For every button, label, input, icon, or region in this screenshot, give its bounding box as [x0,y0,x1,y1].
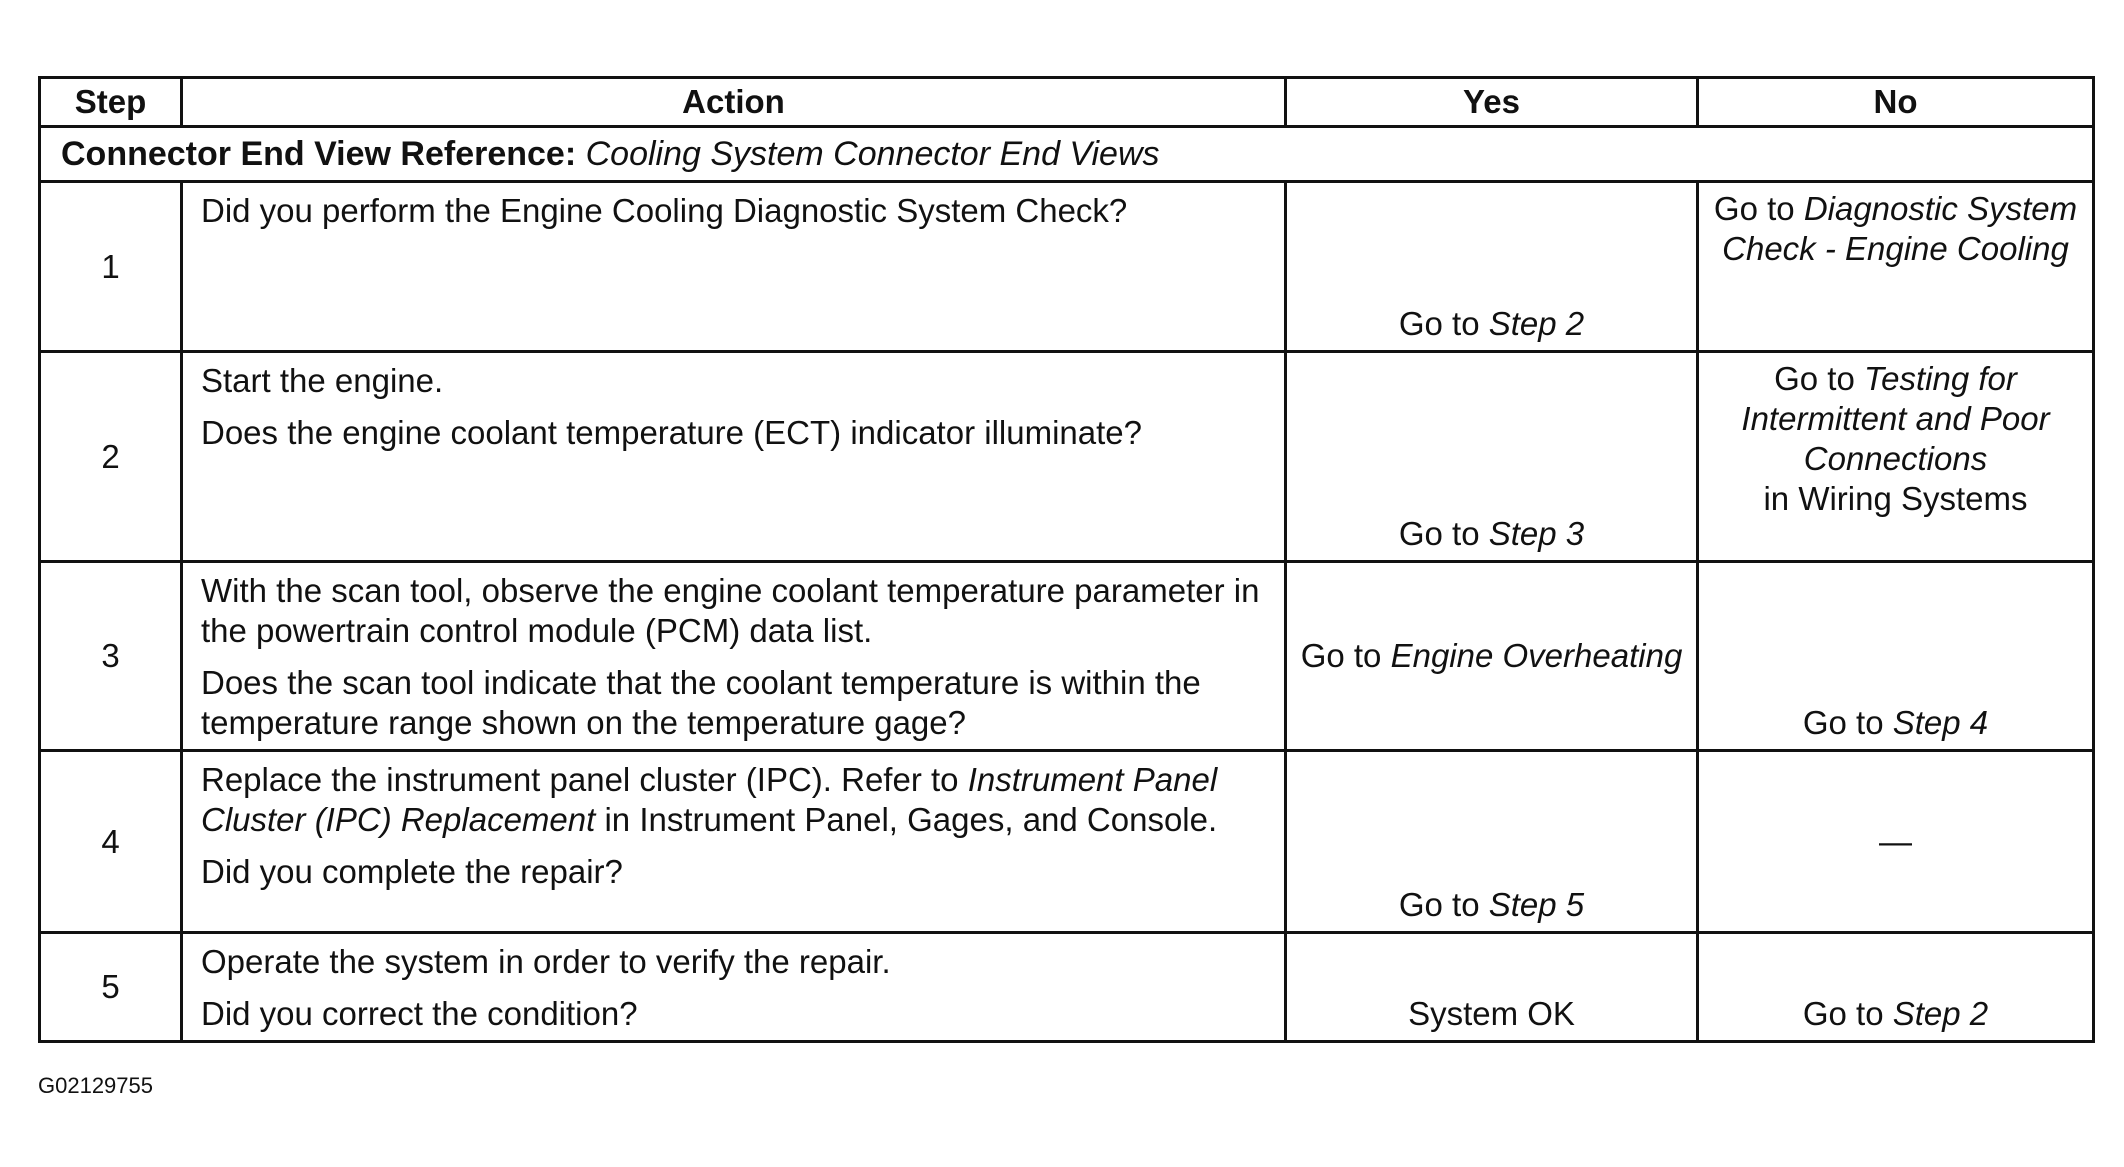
connector-reference [40,127,2094,182]
table-row [40,751,2094,933]
yes-prefix: Go to [1398,515,1480,552]
figure-id: G02129755 [38,1073,153,1098]
no-link[interactable]: Step 4 [1892,704,1989,741]
action-link[interactable]: Instrument Panel Cluster (IPC) Replacement [201,761,1218,838]
action-text: Start the engine. [201,362,444,399]
action-question: Does the scan tool indicate that the coolant temperature is within the temperature range shown on the temperature gage? [201,664,1201,741]
table-row [40,562,2094,751]
yes-prefix: Go to [1398,305,1480,342]
action-question: Did you complete the repair? [201,853,623,890]
step-number: 1 [40,182,182,352]
yes-cell [1286,562,1698,751]
no-prefix: Go to [1802,995,1884,1032]
no-prefix: Go to [1802,704,1884,741]
yes-prefix: Go to [1300,637,1382,674]
no-link[interactable]: Testing for Intermittent and Poor Connections [1741,360,2050,477]
table-row [40,933,2094,1042]
action-cell [182,182,1286,352]
action-prefix: Replace the instrument panel cluster (IPC). Refer to [201,761,959,798]
reference-row [40,127,2094,182]
reference-label: Connector End View Reference: [61,135,577,173]
yes-link[interactable]: Step 3 [1488,515,1585,552]
no-cell [1698,933,2094,1042]
reference-link[interactable]: Cooling System Connector End Views [585,135,1160,173]
header-step: Step [40,78,182,127]
action-text: Operate the system in order to verify the repair. [201,943,891,980]
yes-text: System OK [1408,995,1575,1032]
no-cell [1698,562,2094,751]
no-link[interactable]: Diagnostic System Check - Engine Cooling [1722,190,2078,267]
table-header-row [40,78,2094,127]
step-number: 2 [40,352,182,562]
step-number: 3 [40,562,182,751]
yes-link[interactable]: Step 2 [1488,305,1585,342]
header-yes: Yes [1286,78,1698,127]
no-cell [1698,352,2094,562]
no-cell [1698,182,2094,352]
action-cell [182,933,1286,1042]
no-suffix: in Wiring Systems [1763,480,2028,517]
header-no: No [1698,78,2094,127]
table-row [40,182,2094,352]
table-row [40,352,2094,562]
yes-cell [1286,751,1698,933]
yes-link[interactable]: Step 5 [1488,886,1585,923]
no-link[interactable]: Step 2 [1892,995,1989,1032]
action-cell [182,352,1286,562]
header-action: Action [182,78,1286,127]
yes-cell [1286,182,1698,352]
action-text: With the scan tool, observe the engine coolant temperature parameter in the powertrain control module (PCM) data list. [201,572,1260,649]
action-text [201,760,1264,840]
no-prefix: Go to [1713,190,1795,227]
diagnostic-table [38,76,2095,1043]
action-cell [182,562,1286,751]
no-prefix: Go to [1774,360,1855,397]
yes-prefix: Go to [1398,886,1480,923]
no-dash: — [1879,822,1912,860]
no-cell [1698,751,2094,933]
yes-cell [1286,352,1698,562]
action-suffix: in Instrument Panel, Gages, and Console. [604,801,1218,838]
action-question: Did you correct the condition? [201,995,638,1032]
step-number: 5 [40,933,182,1042]
yes-link[interactable]: Engine Overheating [1390,637,1683,674]
action-question: Does the engine coolant temperature (ECT) indicator illuminate? [201,414,1142,451]
yes-cell [1286,933,1698,1042]
step-number: 4 [40,751,182,933]
action-cell [182,751,1286,933]
action-text: Did you perform the Engine Cooling Diagnostic System Check? [201,192,1128,229]
